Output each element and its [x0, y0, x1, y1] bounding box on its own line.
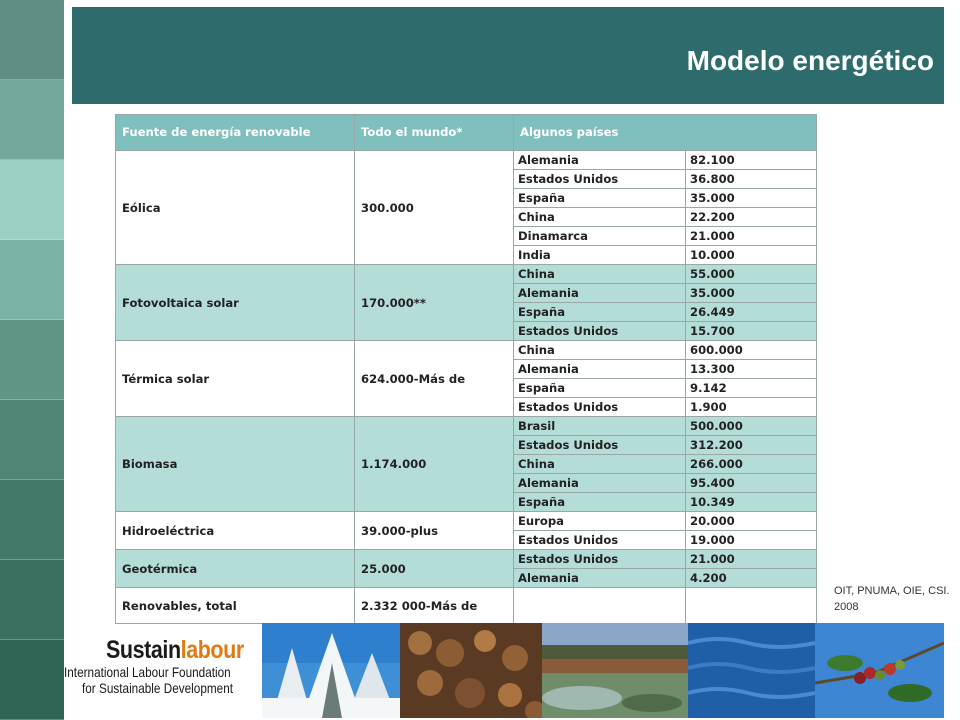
country-value-cell: 35.000: [686, 189, 817, 208]
logo-part-2: labour: [180, 636, 244, 664]
logo-wordmark: [106, 636, 244, 665]
energy-source-cell: Biomasa: [116, 417, 355, 512]
country-cell: Estados Unidos: [514, 322, 686, 341]
country-value-cell: 10.349: [686, 493, 817, 512]
world-total-cell: 2.332 000-Más de: [355, 588, 514, 624]
country-value-cell: 266.000: [686, 455, 817, 474]
energy-source-cell: Térmica solar: [116, 341, 355, 417]
country-cell: Alemania: [514, 284, 686, 303]
snowy-forest-photo: [262, 623, 400, 718]
country-cell: España: [514, 379, 686, 398]
country-cell: Estados Unidos: [514, 550, 686, 569]
country-cell: España: [514, 189, 686, 208]
world-total-cell: 300.000: [355, 151, 514, 265]
country-cell: España: [514, 303, 686, 322]
energy-source-cell: Fotovoltaica solar: [116, 265, 355, 341]
country-value-cell: 312.200: [686, 436, 817, 455]
table-row: [116, 341, 817, 360]
country-value-cell: 15.700: [686, 322, 817, 341]
country-value-cell: 4.200: [686, 569, 817, 588]
logo-part-1: Sustain: [106, 636, 181, 664]
table-row: [116, 151, 817, 170]
header-countries: Algunos países: [514, 115, 817, 151]
coffee-berries-photo: [815, 623, 944, 718]
left-decorative-strip: [0, 0, 64, 720]
photo-strip: [262, 623, 944, 718]
country-value-cell: 21.000: [686, 227, 817, 246]
energy-source-cell: Geotérmica: [116, 550, 355, 588]
table-row: [116, 265, 817, 284]
country-cell: Dinamarca: [514, 227, 686, 246]
country-value-cell: 500.000: [686, 417, 817, 436]
header-world: Todo el mundo*: [355, 115, 514, 151]
country-cell: Brasil: [514, 417, 686, 436]
slide-title: Modelo energético: [686, 45, 934, 76]
table-header-row: [116, 115, 817, 151]
country-cell: Alemania: [514, 360, 686, 379]
country-value-cell: 26.449: [686, 303, 817, 322]
table-row: [116, 512, 817, 531]
world-total-cell: 170.000**: [355, 265, 514, 341]
world-total-cell: 39.000-plus: [355, 512, 514, 550]
country-value-cell: 19.000: [686, 531, 817, 550]
renewable-energy-table: [115, 114, 817, 624]
table-row: [116, 417, 817, 436]
country-cell: Alemania: [514, 151, 686, 170]
wetland-photo: [542, 623, 688, 718]
world-total-cell: 25.000: [355, 550, 514, 588]
energy-source-cell: Hidroeléctrica: [116, 512, 355, 550]
country-cell: China: [514, 455, 686, 474]
country-cell: Estados Unidos: [514, 170, 686, 189]
logo-subtitle-1: International Labour Foundation: [64, 664, 231, 680]
firewood-photo: [400, 623, 542, 718]
energy-source-cell: Renovables, total: [116, 588, 355, 624]
country-cell: China: [514, 208, 686, 227]
country-cell: [514, 588, 686, 624]
header-band: [72, 7, 944, 104]
country-value-cell: 10.000: [686, 246, 817, 265]
country-cell: China: [514, 341, 686, 360]
world-total-cell: 1.174.000: [355, 417, 514, 512]
country-value-cell: 22.200: [686, 208, 817, 227]
country-cell: Europa: [514, 512, 686, 531]
table-row: [116, 588, 817, 624]
country-cell: Alemania: [514, 474, 686, 493]
table-body: [116, 151, 817, 624]
table-row: [116, 550, 817, 569]
world-total-cell: 624.000-Más de: [355, 341, 514, 417]
country-cell: España: [514, 493, 686, 512]
country-cell: Alemania: [514, 569, 686, 588]
country-value-cell: 600.000: [686, 341, 817, 360]
sustainlabour-logo: [64, 636, 262, 698]
country-cell: Estados Unidos: [514, 531, 686, 550]
country-value-cell: 1.900: [686, 398, 817, 417]
country-cell: Estados Unidos: [514, 436, 686, 455]
header-source: Fuente de energía renovable: [116, 115, 355, 151]
country-value-cell: 9.142: [686, 379, 817, 398]
country-value-cell: 13.300: [686, 360, 817, 379]
logo-subtitle-2: for Sustainable Development: [82, 680, 234, 696]
country-value-cell: 21.000: [686, 550, 817, 569]
country-value-cell: 55.000: [686, 265, 817, 284]
country-cell: China: [514, 265, 686, 284]
country-value-cell: 36.800: [686, 170, 817, 189]
country-value-cell: 20.000: [686, 512, 817, 531]
country-value-cell: 95.400: [686, 474, 817, 493]
country-value-cell: 35.000: [686, 284, 817, 303]
country-value-cell: 82.100: [686, 151, 817, 170]
country-value-cell: [686, 588, 817, 624]
energy-source-cell: Eólica: [116, 151, 355, 265]
source-citation: OIT, PNUMA, OIE, CSI. 2008: [834, 585, 950, 613]
country-cell: India: [514, 246, 686, 265]
water-photo: [688, 623, 815, 718]
country-cell: Estados Unidos: [514, 398, 686, 417]
